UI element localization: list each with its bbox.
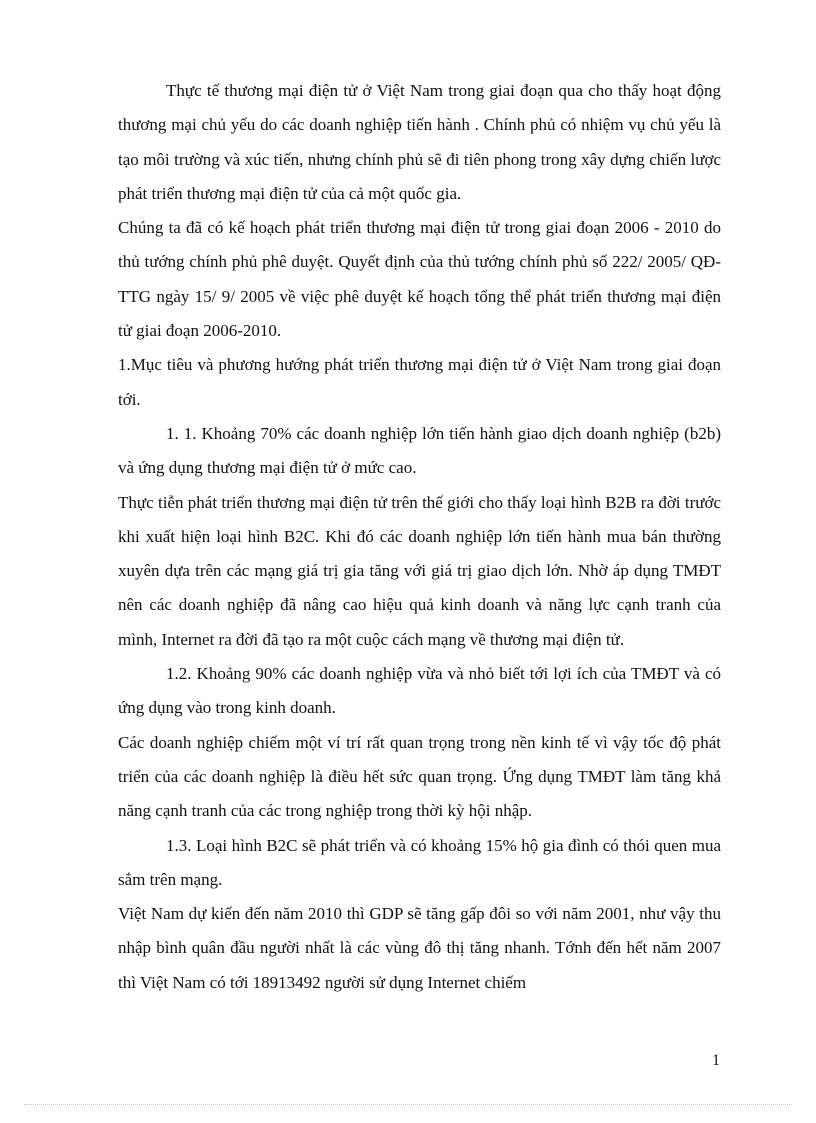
- paragraph-b2c: Việt Nam dự kiến đến năm 2010 thì GDP sẽ tăng gấp đôi so với năm 2001, như vậy thu nhập bình quân đầu người nhất là các vùng đô thị tăng nhanh. Tớnh đến hết năm 2007 thì Việt Nam có tới 18913492 người sử dụng Internet chiếm: [118, 904, 721, 992]
- document-body: [118, 74, 721, 1000]
- paragraph-sme: Các doanh nghiệp chiếm một ví trí rất quan trọng trong nền kinh tế vì vậy tốc độ phát triển của các doanh nghiệp là điều hết sức quan trọng. Ứng dụng TMĐT làm tăng khả năng cạnh tranh của các trong nghiệp trong thời kỳ hội nhập.: [118, 732, 721, 821]
- subheading-1-1: 1. 1. Khoảng 70% các doanh nghiệp lớn tiến hành giao dịch doanh nghiệp (b2b) và ứng dụng thương mại điện tử ở mức cao.: [118, 423, 721, 478]
- page-number: 1: [712, 1052, 720, 1069]
- subheading-1-3: 1.3. Loại hình B2C sẽ phát triển và có khoảng 15% hộ gia đình có thói quen mua sắm trên mạng.: [118, 835, 721, 889]
- subheading-1-2: 1.2. Khoảng 90% các doanh nghiệp vừa và nhỏ biết tới lợi ích của TMĐT và có ứng dụng vào trong kinh doanh.: [118, 664, 721, 718]
- page-bottom-border: [24, 1104, 792, 1105]
- paragraph-plan: Chúng ta đã có kế hoạch phát triển thương mại điện tử trong giai đoạn 2006 - 2010 do thủ tướng chính phủ phê duyệt. Quyết định của thủ tướng chính phủ số 222/ 2005/ QĐ-TTG ngày 15/ 9/ 2005 về việc phê duyệt kế hoạch tổng thể phát triển thương mại điện tử giai đoạn 2006-2010.: [118, 218, 721, 341]
- paragraph-b2b: Thực tiễn phát triển thương mại điện tử trên thế giới cho thấy loại hình B2B ra đời trước khi xuất hiện loại hình B2C. Khi đó các doanh nghiệp lớn tiến hành mua bán thường xuyên dựa trên các mạng giá trị gia tăng với giá trị giao dịch lớn. Nhờ áp dụng TMĐT nên các doanh nghiệp đã nâng cao hiệu quả kinh doanh và năng lực cạnh tranh của mình, Internet ra đời đã tạo ra một cuộc cách mạng về thương mại điện tử.: [118, 492, 721, 649]
- section-heading-goals: 1.Mục tiêu và phương hướng phát triển thương mại điện tử ở Việt Nam trong giai đoạn tới.: [118, 355, 721, 409]
- paragraph-intro: Thực tế thương mại điện tử ở Việt Nam trong giai đoạn qua cho thấy hoạt động thương mại chủ yếu do các doanh nghiệp tiến hành . Chính phủ có nhiệm vụ chủ yếu là tạo môi trường và xúc tiến, nhưng chính phủ sẽ đi tiên phong trong xây dựng chiến lược phát triển thương mại điện tử của cả một quốc gia.: [118, 81, 721, 203]
